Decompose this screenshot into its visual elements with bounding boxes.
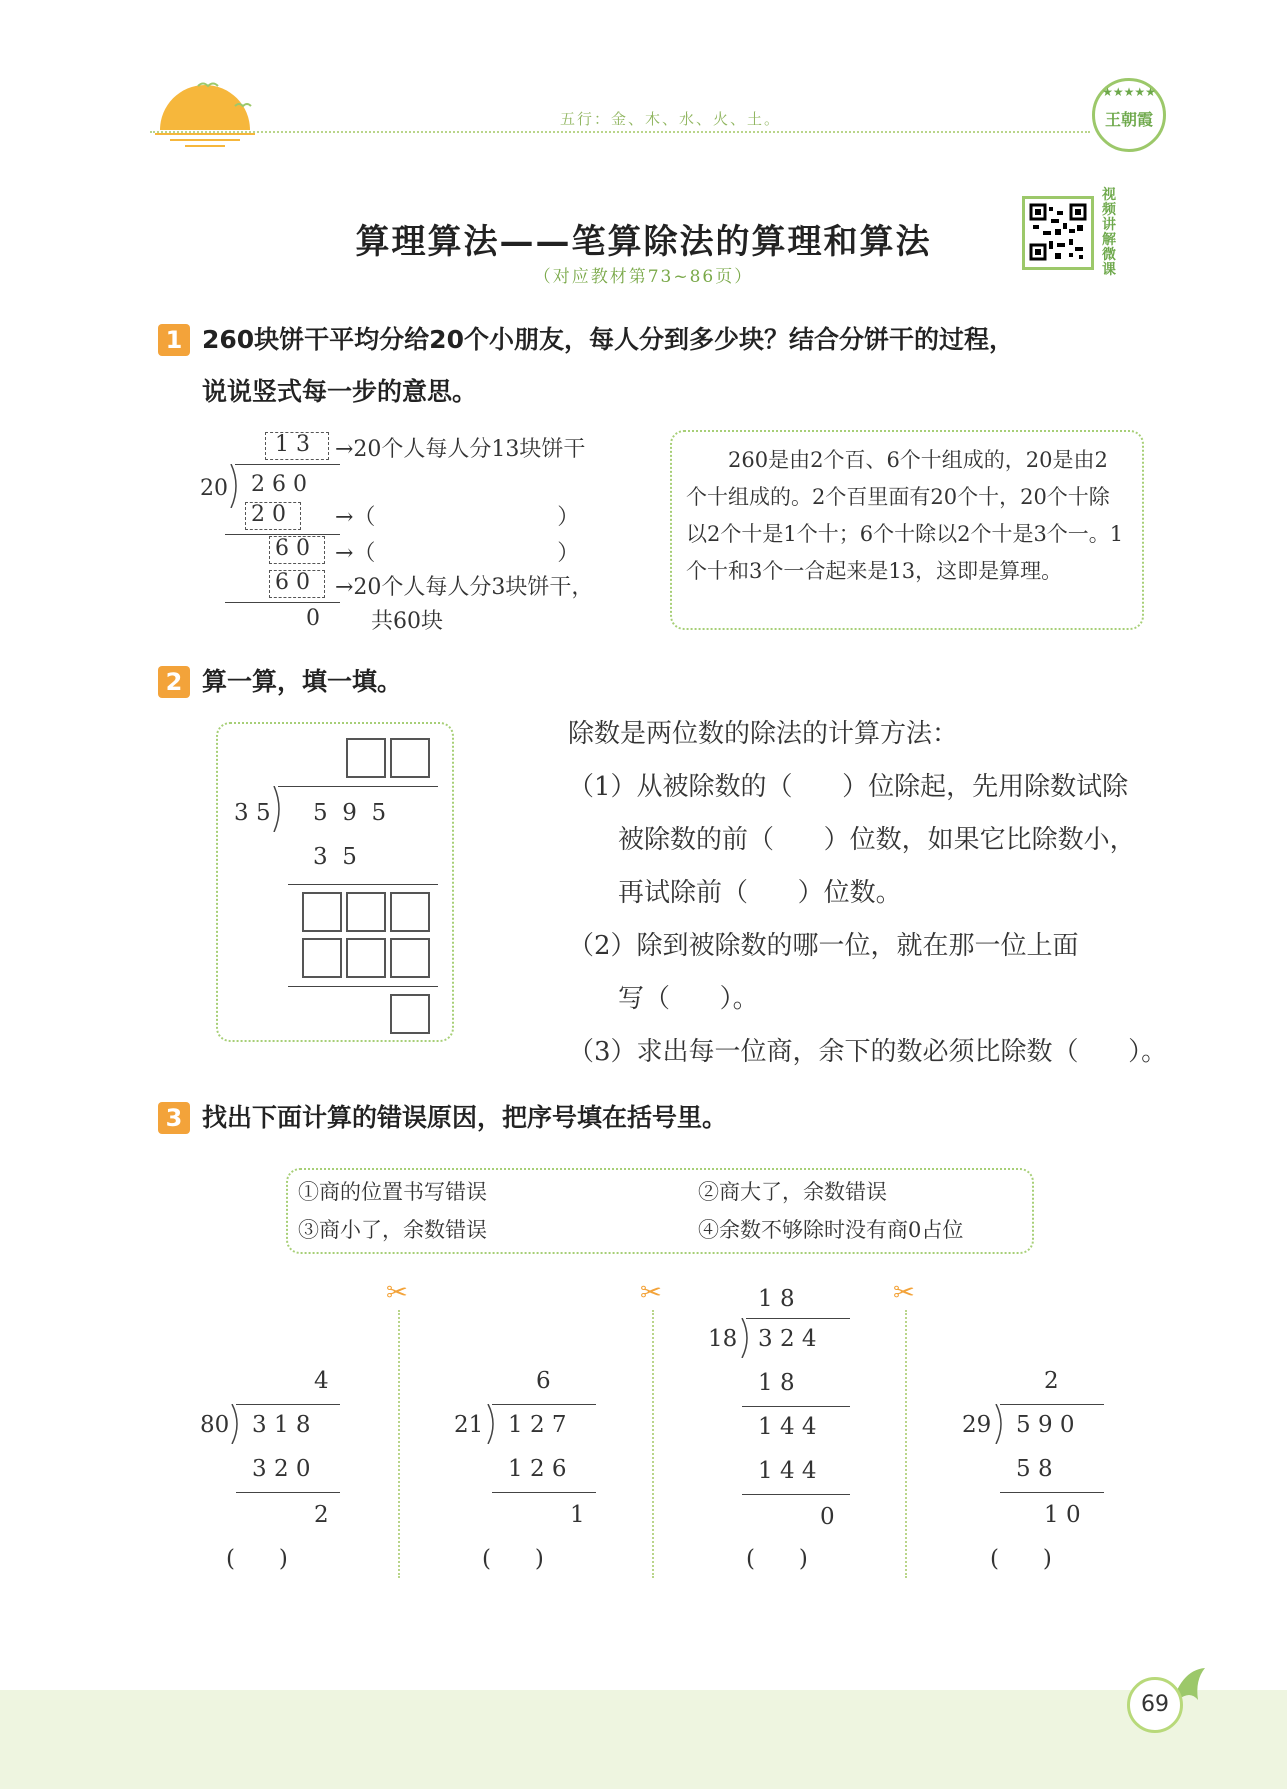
p3-divisor: 18 xyxy=(708,1326,738,1352)
q1-division xyxy=(195,428,665,638)
p3-remainder: 0 xyxy=(820,1504,835,1530)
p3-answer-blank[interactable]: ( ) xyxy=(746,1546,808,1572)
work-box-5[interactable] xyxy=(346,938,386,978)
problem-4 xyxy=(960,1364,1140,1584)
problem-1 xyxy=(196,1364,376,1584)
q1-remainder: 0 xyxy=(306,606,320,631)
q2-dividend: 5 9 5 xyxy=(313,800,387,826)
method-2a: （2）除到被除数的哪一位，就在那一位上面 xyxy=(568,931,1079,961)
problem-3 xyxy=(706,1282,886,1582)
q1-quotient: 1 3 xyxy=(275,432,310,457)
footer-band xyxy=(0,1690,1287,1789)
q1-divisor: 20 xyxy=(200,476,228,501)
p3-dividend: 3 2 4 xyxy=(758,1326,817,1352)
p4-quotient: 2 xyxy=(1044,1368,1059,1394)
question-1-text xyxy=(202,314,1182,418)
method-1c[interactable]: 再试除前（ ）位数。 xyxy=(618,878,902,908)
q1-arrow-2[interactable]: →（ ） xyxy=(335,505,580,530)
quotient-box-2[interactable] xyxy=(390,738,430,778)
division-bracket xyxy=(272,786,286,832)
work-box-6[interactable] xyxy=(390,938,430,978)
p1-answer-blank[interactable]: ( ) xyxy=(226,1546,288,1572)
p4-dividend: 5 9 0 xyxy=(1016,1412,1075,1438)
question-3-number: 3 xyxy=(158,1102,190,1134)
q1-step1: 2 0 xyxy=(251,502,286,527)
remainder-box[interactable] xyxy=(390,994,430,1034)
q1-arrow-3[interactable]: →（ ） xyxy=(335,541,580,566)
q2-subtrahend: 3 5 xyxy=(313,844,357,870)
method-1a[interactable]: （1）从被除数的（ ）位除起，先用除数试除 xyxy=(568,772,1129,802)
p4-remainder: 1 0 xyxy=(1044,1502,1081,1528)
question-2-text: 算一算，填一填。 xyxy=(202,667,403,696)
p2-dividend: 1 2 7 xyxy=(508,1412,567,1438)
option-2: ②商大了，余数错误 xyxy=(698,1180,887,1204)
work-box-3[interactable] xyxy=(390,892,430,932)
q2-division-box xyxy=(216,722,454,1042)
qr-label: 视频讲解微课 xyxy=(1102,187,1116,278)
p1-dividend: 3 1 8 xyxy=(252,1412,311,1438)
question-1-line2: 说说竖式每一步的意思。 xyxy=(202,377,478,406)
division-bracket xyxy=(229,464,243,508)
q1-dividend: 2 6 0 xyxy=(251,472,307,497)
q1-note-text: 260是由2个百、6个十组成的，20是由2个十组成的。2个百里面有20个十，20个十除以2个十是1个十；6个十除以2个十是3个一。1个十和3个一合起来是13，这即是算理。 xyxy=(686,448,1124,583)
p2-answer-blank[interactable]: ( ) xyxy=(482,1546,544,1572)
scissors-icon: ✂ xyxy=(893,1278,915,1308)
page-subtitle: （对应教材第73~86页） xyxy=(533,267,754,287)
problem-2 xyxy=(452,1364,632,1584)
method-3[interactable]: （3）求出每一位商，余下的数必须比除数（ ）。 xyxy=(568,1037,1168,1067)
scissors-icon: ✂ xyxy=(386,1278,408,1308)
work-box-4[interactable] xyxy=(302,938,342,978)
question-3-text: 找出下面计算的错误原因，把序号填在括号里。 xyxy=(202,1103,728,1132)
p2-subtrahend: 1 2 6 xyxy=(508,1456,567,1482)
q3-options-box xyxy=(286,1168,1034,1254)
p4-answer-blank[interactable]: ( ) xyxy=(990,1546,1052,1572)
q1-arrow-1: →20个人每人分13块饼干 xyxy=(335,437,586,462)
method-title: 除数是两位数的除法的计算方法： xyxy=(568,719,959,749)
sun-logo xyxy=(150,78,260,150)
p2-remainder: 1 xyxy=(570,1502,585,1528)
page-number: 69 xyxy=(1127,1677,1183,1733)
option-4: ④余数不够除时没有商0占位 xyxy=(698,1218,964,1242)
p1-subtrahend: 3 2 0 xyxy=(252,1456,311,1482)
q1-arrow-4: →20个人每人分3块饼干， xyxy=(335,575,594,600)
work-box-2[interactable] xyxy=(346,892,386,932)
header-motto: 五行：金、木、水、火、土。 xyxy=(560,110,782,128)
q1-step2: 6 0 xyxy=(275,536,310,561)
qr-code-icon xyxy=(1029,203,1087,261)
p3-subtrahend-2: 1 4 4 xyxy=(758,1458,817,1484)
brand-name: 王朝霞 xyxy=(1104,110,1153,129)
option-1: ①商的位置书写错误 xyxy=(298,1180,487,1204)
p4-divisor: 29 xyxy=(962,1412,992,1438)
q1-arrow-4b: 共60块 xyxy=(371,609,443,634)
header-divider xyxy=(150,131,1090,133)
brand-badge: ★★★★★ 王朝霞 xyxy=(1092,78,1166,152)
method-1b[interactable]: 被除数的前（ ）位数，如果它比除数小， xyxy=(618,825,1136,855)
work-box-1[interactable] xyxy=(302,892,342,932)
question-1-line1: 260块饼干平均分给20个小朋友，每人分到多少块？结合分饼干的过程， xyxy=(202,325,1014,354)
division-bracket xyxy=(486,1404,500,1444)
p2-quotient: 6 xyxy=(536,1368,551,1394)
q2-divisor: 3 5 xyxy=(234,800,271,826)
p3-middle: 1 4 4 xyxy=(758,1414,817,1440)
p1-divisor: 80 xyxy=(200,1412,230,1438)
p1-remainder: 2 xyxy=(314,1502,329,1528)
page-title: 算理算法——笔算除法的算理和算法 xyxy=(355,222,932,262)
qr-code[interactable] xyxy=(1022,196,1094,270)
division-bracket xyxy=(994,1404,1008,1444)
p2-divisor: 21 xyxy=(454,1412,484,1438)
q1-note-box xyxy=(670,430,1144,630)
p3-subtrahend: 1 8 xyxy=(758,1370,795,1396)
question-1-number: 1 xyxy=(158,324,190,356)
p4-subtrahend: 5 8 xyxy=(1016,1456,1053,1482)
q2-method xyxy=(568,708,1168,1079)
division-bracket xyxy=(740,1318,754,1358)
quotient-box-1[interactable] xyxy=(346,738,386,778)
scissors-icon: ✂ xyxy=(640,1278,662,1308)
q1-step3: 6 0 xyxy=(275,570,310,595)
question-2-number: 2 xyxy=(158,666,190,698)
division-bracket xyxy=(230,1404,244,1444)
option-3: ③商小了，余数错误 xyxy=(298,1218,487,1242)
method-2b[interactable]: 写（ ）。 xyxy=(618,984,759,1014)
p3-quotient: 1 8 xyxy=(758,1286,795,1312)
p1-quotient: 4 xyxy=(314,1368,329,1394)
